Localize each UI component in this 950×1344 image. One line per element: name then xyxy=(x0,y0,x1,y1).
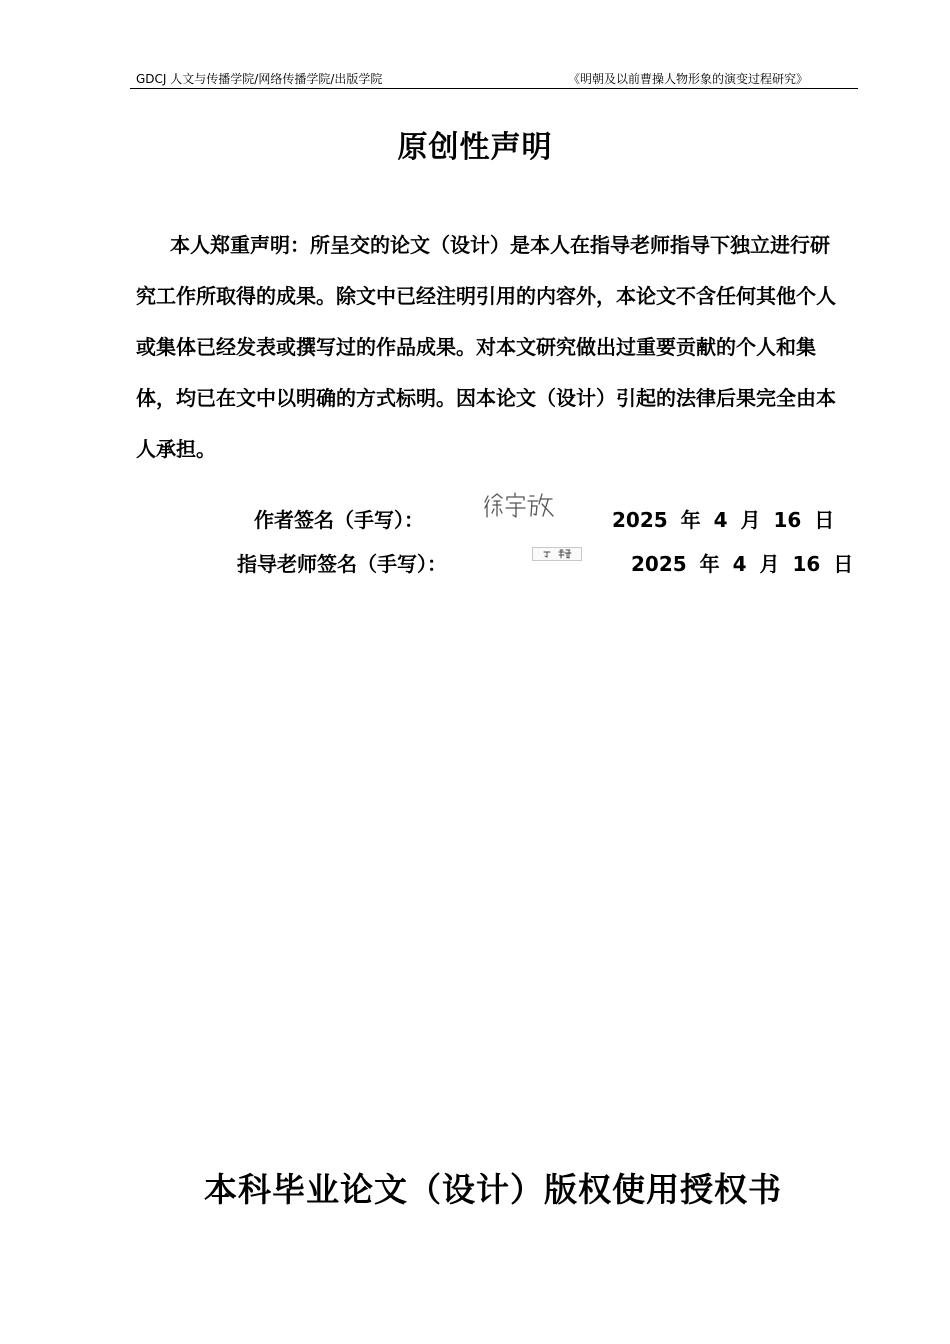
advisor-signature-row xyxy=(0,548,950,578)
advisor-date-year-unit: 年 xyxy=(699,552,720,576)
header-thesis-title: 《明朝及以前曹操人物形象的演变过程研究》 xyxy=(567,72,808,86)
author-date-month-unit: 月 xyxy=(740,508,761,532)
advisor-signature-date xyxy=(631,548,859,577)
advisor-date-month-unit: 月 xyxy=(759,552,780,576)
author-date-month: 4 xyxy=(713,508,728,532)
author-date-year-unit: 年 xyxy=(680,508,701,532)
declaration-paragraph: 本人郑重声明：所呈交的论文（设计）是本人在指导老师指导下独立进行研究工作所取得的成果。除文中已经注明引用的内容外，本论文不含任何其他个人或集体已经发表或撰写过的作品成果。对本文研究做出过重要贡献的个人和集体，均已在文中以明确的方式标明。因本论文（设计）引起的法律后果完全由本人承担。 xyxy=(136,233,836,461)
advisor-date-month: 4 xyxy=(732,552,747,576)
author-date-year: 2025 xyxy=(612,508,668,532)
author-date-day: 16 xyxy=(773,508,802,532)
author-signature-row xyxy=(0,504,950,534)
advisor-date-day-unit: 日 xyxy=(833,552,854,576)
declaration-body xyxy=(136,220,848,475)
advisor-date-day: 16 xyxy=(792,552,821,576)
header-school: GDCJ 人文与传播学院/网络传播学院/出版学院 xyxy=(136,72,383,86)
author-signature-date xyxy=(612,504,840,533)
copyright-authorization-title: 本科毕业论文（设计）版权使用授权书 xyxy=(204,1170,782,1209)
page-title: 原创性声明 xyxy=(397,130,553,165)
author-date-day-unit: 日 xyxy=(814,508,835,532)
advisor-signature-label: 指导老师签名（手写）： xyxy=(237,552,447,576)
author-signature-label: 作者签名（手写）： xyxy=(254,508,424,532)
advisor-date-year: 2025 xyxy=(631,552,687,576)
advisor-handwritten-signature xyxy=(532,547,582,561)
page-header xyxy=(130,68,858,89)
author-handwritten-signature xyxy=(482,490,556,520)
